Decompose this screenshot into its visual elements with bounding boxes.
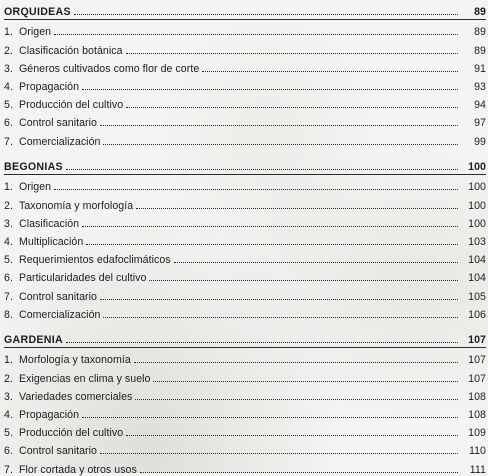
entry-number: 7. bbox=[4, 463, 13, 476]
entry-label: Particularidades del cultivo bbox=[19, 272, 147, 285]
entry-label: Taxonomía y morfología bbox=[19, 199, 134, 212]
entry-page-number: 109 bbox=[468, 427, 486, 440]
dot-leader bbox=[103, 144, 458, 145]
entry-page-number: 94 bbox=[474, 99, 486, 112]
dot-leader bbox=[126, 53, 458, 54]
dot-leader bbox=[153, 381, 458, 382]
toc-entry bbox=[0, 111, 488, 129]
toc-entry bbox=[0, 20, 488, 38]
entry-label: Comercialización bbox=[19, 308, 101, 321]
entry-page-number: 91 bbox=[474, 62, 486, 75]
entry-number: 2. bbox=[4, 372, 13, 385]
toc-entry bbox=[0, 348, 488, 366]
entry-label: Origen bbox=[19, 181, 52, 194]
dot-leader bbox=[82, 417, 458, 418]
entry-label: Clasificación bbox=[19, 217, 80, 230]
section-page-number: 89 bbox=[474, 6, 486, 19]
toc-entry bbox=[0, 93, 488, 111]
dot-leader bbox=[82, 226, 458, 227]
dot-leader bbox=[126, 435, 458, 436]
dot-leader bbox=[135, 399, 458, 400]
entry-page-number: 100 bbox=[468, 181, 486, 194]
entry-number: 5. bbox=[4, 427, 13, 440]
entry-page-number: 97 bbox=[474, 117, 486, 130]
dot-leader bbox=[103, 317, 458, 318]
entry-page-number: 110 bbox=[468, 445, 486, 458]
dot-leader bbox=[100, 125, 458, 126]
toc-entry bbox=[0, 175, 488, 193]
dot-leader bbox=[74, 14, 458, 15]
entry-number: 2. bbox=[4, 44, 13, 57]
entry-number: 6. bbox=[4, 272, 13, 285]
toc-section-gardenia bbox=[0, 328, 488, 476]
entry-page-number: 107 bbox=[468, 372, 486, 385]
entry-label: Control sanitario bbox=[19, 445, 97, 458]
toc-entry bbox=[0, 284, 488, 302]
entry-number: 3. bbox=[4, 390, 13, 403]
toc-entry bbox=[0, 193, 488, 211]
entry-page-number: 108 bbox=[468, 408, 486, 421]
entry-page-number: 104 bbox=[468, 272, 486, 285]
entry-label: Producción del cultivo bbox=[19, 427, 124, 440]
entry-label: Clasificación botánica bbox=[19, 44, 123, 57]
entry-page-number: 99 bbox=[474, 135, 486, 148]
entry-number: 7. bbox=[4, 290, 13, 303]
entry-number: 5. bbox=[4, 254, 13, 267]
toc-section-orquideas bbox=[0, 0, 488, 148]
section-page-number: 107 bbox=[468, 334, 486, 347]
entry-label: Variedades comerciales bbox=[19, 390, 133, 403]
entry-page-number: 105 bbox=[468, 290, 486, 303]
entry-number: 5. bbox=[4, 99, 13, 112]
entry-number: 1. bbox=[4, 354, 13, 367]
dot-leader bbox=[100, 299, 458, 300]
section-title: GARDENIA bbox=[4, 334, 63, 347]
dot-leader bbox=[134, 362, 458, 363]
entry-page-number: 100 bbox=[468, 217, 486, 230]
entry-label: Exigencias en clima y suelo bbox=[19, 372, 151, 385]
entry-label: Géneros cultivados como flor de corte bbox=[19, 62, 200, 75]
toc-entry bbox=[0, 230, 488, 248]
dot-leader bbox=[202, 71, 458, 72]
entry-page-number: 100 bbox=[468, 199, 486, 212]
section-heading bbox=[0, 0, 488, 18]
toc-entry bbox=[0, 248, 488, 266]
entry-label: Flor cortada y otros usos bbox=[19, 463, 137, 476]
entry-page-number: 107 bbox=[468, 354, 486, 367]
entry-number: 4. bbox=[4, 80, 13, 93]
entry-page-number: 104 bbox=[468, 254, 486, 267]
dot-leader bbox=[86, 244, 458, 245]
entry-label: Propagación bbox=[19, 408, 80, 421]
toc-entry bbox=[0, 385, 488, 403]
entry-label: Morfología y taxonomía bbox=[19, 354, 131, 367]
entry-number: 6. bbox=[4, 117, 13, 130]
dot-leader bbox=[82, 89, 458, 90]
dot-leader bbox=[66, 342, 458, 343]
entry-label: Producción del cultivo bbox=[19, 99, 124, 112]
entry-label: Comercialización bbox=[19, 135, 101, 148]
entry-page-number: 111 bbox=[469, 463, 486, 476]
toc-entry bbox=[0, 439, 488, 457]
entry-number: 3. bbox=[4, 217, 13, 230]
dot-leader bbox=[126, 107, 458, 108]
entry-number: 2. bbox=[4, 199, 13, 212]
entry-page-number: 106 bbox=[468, 308, 486, 321]
entry-label: Requerimientos edafoclimáticos bbox=[19, 254, 171, 267]
toc-entry bbox=[0, 303, 488, 321]
entry-number: 4. bbox=[4, 235, 13, 248]
dot-leader bbox=[66, 169, 458, 170]
entry-number: 8. bbox=[4, 308, 13, 321]
dot-leader bbox=[140, 472, 458, 473]
toc-section-begonias bbox=[0, 155, 488, 321]
entry-page-number: 108 bbox=[468, 390, 486, 403]
toc-entry bbox=[0, 75, 488, 93]
section-page-number: 100 bbox=[468, 161, 486, 174]
toc-entry bbox=[0, 266, 488, 284]
toc-entry bbox=[0, 403, 488, 421]
entry-page-number: 89 bbox=[474, 26, 486, 39]
toc-entry bbox=[0, 38, 488, 56]
toc-entry bbox=[0, 57, 488, 75]
entry-label: Propagación bbox=[19, 80, 80, 93]
dot-leader bbox=[54, 34, 458, 35]
entry-number: 6. bbox=[4, 445, 13, 458]
toc-entry bbox=[0, 366, 488, 384]
toc-entry bbox=[0, 212, 488, 230]
entry-label: Multiplicación bbox=[19, 235, 84, 248]
entry-label: Origen bbox=[19, 26, 52, 39]
entry-number: 3. bbox=[4, 62, 13, 75]
entry-label: Control sanitario bbox=[19, 117, 97, 130]
toc-entry bbox=[0, 129, 488, 147]
entry-page-number: 103 bbox=[468, 235, 486, 248]
section-title: ORQUIDEAS bbox=[4, 6, 71, 19]
entry-number: 1. bbox=[4, 26, 13, 39]
entry-number: 4. bbox=[4, 408, 13, 421]
dot-leader bbox=[174, 262, 458, 263]
entry-page-number: 89 bbox=[474, 44, 486, 57]
section-heading bbox=[0, 155, 488, 173]
entry-number: 1. bbox=[4, 181, 13, 194]
dot-leader bbox=[100, 453, 458, 454]
dot-leader bbox=[54, 189, 458, 190]
dot-leader bbox=[136, 208, 458, 209]
entry-label: Control sanitario bbox=[19, 290, 97, 303]
entry-number: 7. bbox=[4, 135, 13, 148]
dot-leader bbox=[149, 280, 458, 281]
entry-page-number: 93 bbox=[474, 80, 486, 93]
section-heading bbox=[0, 328, 488, 346]
section-title: BEGONIAS bbox=[4, 161, 63, 174]
toc-entry bbox=[0, 421, 488, 439]
